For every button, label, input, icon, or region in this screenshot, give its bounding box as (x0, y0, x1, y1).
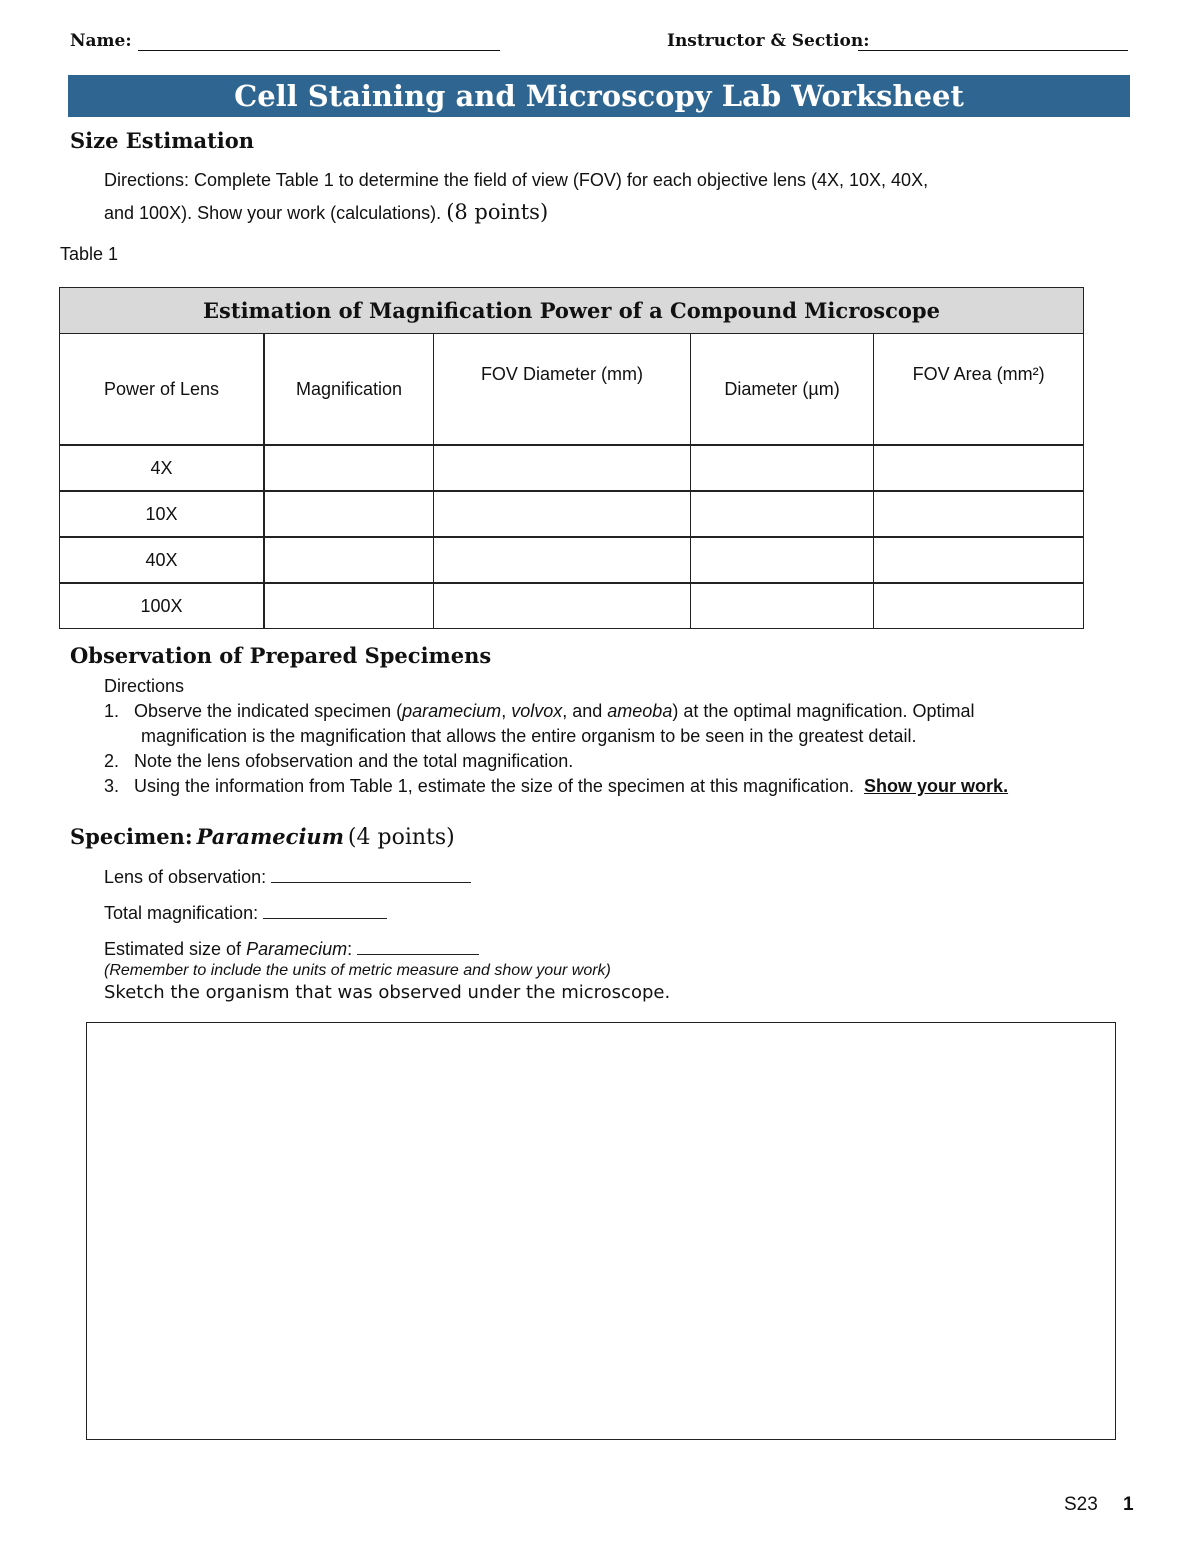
total-mag-field[interactable] (263, 900, 387, 919)
diameter-um-cell[interactable] (690, 583, 873, 629)
table-row (60, 491, 1084, 537)
size-label-specimen: Paramecium (246, 939, 348, 959)
magnification-cell[interactable] (264, 537, 434, 583)
item-text: ) at the optimal magnification. Optimal (672, 701, 975, 721)
table-row (60, 537, 1084, 583)
observation-directions (104, 674, 1104, 799)
list-item (104, 774, 1104, 799)
fov-area-cell[interactable] (874, 583, 1084, 629)
directions-line-1: Directions: Complete Table 1 to determine the field of view (FOV) for each objective lens (4X, 10X, 40X, (104, 170, 929, 190)
diameter-um-cell[interactable] (690, 491, 873, 537)
directions-line-2-text: and 100X). Show your work (calculations). (104, 203, 442, 223)
diameter-um-cell[interactable] (690, 445, 873, 491)
name-label: Name: (70, 31, 132, 51)
size-label-suffix: : (347, 939, 353, 959)
lens-power-cell: 40X (60, 537, 265, 583)
lens-of-observation (104, 864, 471, 888)
list-number: 1. (104, 701, 120, 721)
specimen-points: (4 points) (347, 825, 455, 850)
magnification-cell[interactable] (264, 491, 434, 537)
table-label: Table 1 (60, 244, 119, 264)
item-text: Note the lens ofobservation and the total magnification. (134, 751, 574, 771)
list-item-continuation: magnification is the magnification that allows the entire organism to be seen in the greatest detail. (141, 726, 917, 746)
fov-diameter-cell[interactable] (434, 491, 691, 537)
specimen-heading-prefix: Specimen: (70, 824, 193, 849)
list-number: 3. (104, 776, 120, 796)
list-number: 2. (104, 751, 120, 771)
directions-label: Directions (104, 676, 185, 696)
instructor-section-label: Instructor & Section: (667, 31, 870, 51)
item-text: , (501, 701, 512, 721)
table-row (60, 583, 1084, 629)
fov-area-cell[interactable] (874, 491, 1084, 537)
specimen-name: paramecium (402, 701, 502, 721)
size-estimation-points: (8 points) (446, 200, 549, 224)
specimen-heading (70, 824, 455, 850)
name-field[interactable] (138, 50, 500, 51)
estimated-size (104, 936, 479, 960)
fov-area-cell[interactable] (874, 537, 1084, 583)
worksheet-title: Cell Staining and Microscopy Lab Worksheet (68, 75, 1130, 117)
show-your-work-emphasis: Show your work. (864, 776, 1009, 796)
item-text: , and (562, 701, 608, 721)
column-header: Diameter (µm) (690, 334, 873, 446)
sketch-instruction: Sketch the organism that was observed under the microscope. (104, 982, 671, 1003)
table-header-row (60, 334, 1084, 446)
size-estimation-heading: Size Estimation (70, 128, 255, 153)
footer-code: S23 (1064, 1494, 1098, 1515)
fov-diameter-cell[interactable] (434, 445, 691, 491)
magnification-cell[interactable] (264, 445, 434, 491)
column-header: FOV Area (mm²) (874, 334, 1084, 446)
size-label-prefix: Estimated size of (104, 939, 242, 959)
specimen-name: Paramecium (196, 824, 344, 849)
diameter-um-cell[interactable] (690, 537, 873, 583)
fov-table (59, 287, 1084, 629)
lens-field[interactable] (271, 864, 471, 883)
units-reminder: (Remember to include the units of metric measure and show your work) (104, 962, 611, 979)
item-text: Observe the indicated specimen ( (134, 701, 403, 721)
fov-diameter-cell[interactable] (434, 583, 691, 629)
table-row (60, 445, 1084, 491)
lens-label: Lens of observation: (104, 867, 267, 887)
size-field[interactable] (357, 936, 479, 955)
list-item (104, 699, 1104, 724)
total-mag-label: Total magnification: (104, 903, 259, 923)
magnification-cell[interactable] (264, 583, 434, 629)
sketch-area[interactable] (86, 1022, 1116, 1440)
specimen-name: volvox (511, 701, 563, 721)
fov-diameter-cell[interactable] (434, 537, 691, 583)
table-caption: Estimation of Magnification Power of a Compound Microscope (60, 288, 1084, 334)
lens-power-cell: 4X (60, 445, 265, 491)
page-number: 1 (1123, 1494, 1134, 1515)
instructor-section-field[interactable] (858, 50, 1128, 51)
lens-power-cell: 100X (60, 583, 265, 629)
total-magnification (104, 900, 387, 924)
list-item (104, 749, 1104, 774)
column-header: Power of Lens (60, 334, 265, 446)
item-text: Using the information from Table 1, estimate the size of the specimen at this magnification. (134, 776, 855, 796)
column-header: FOV Diameter (mm) (434, 334, 691, 446)
observation-heading: Observation of Prepared Specimens (70, 643, 492, 668)
fov-area-cell[interactable] (874, 445, 1084, 491)
column-header: Magnification (264, 334, 434, 446)
specimen-name: ameoba (607, 701, 673, 721)
lens-power-cell: 10X (60, 491, 265, 537)
directions-line-2 (104, 200, 1064, 224)
size-estimation-directions (104, 170, 1064, 224)
